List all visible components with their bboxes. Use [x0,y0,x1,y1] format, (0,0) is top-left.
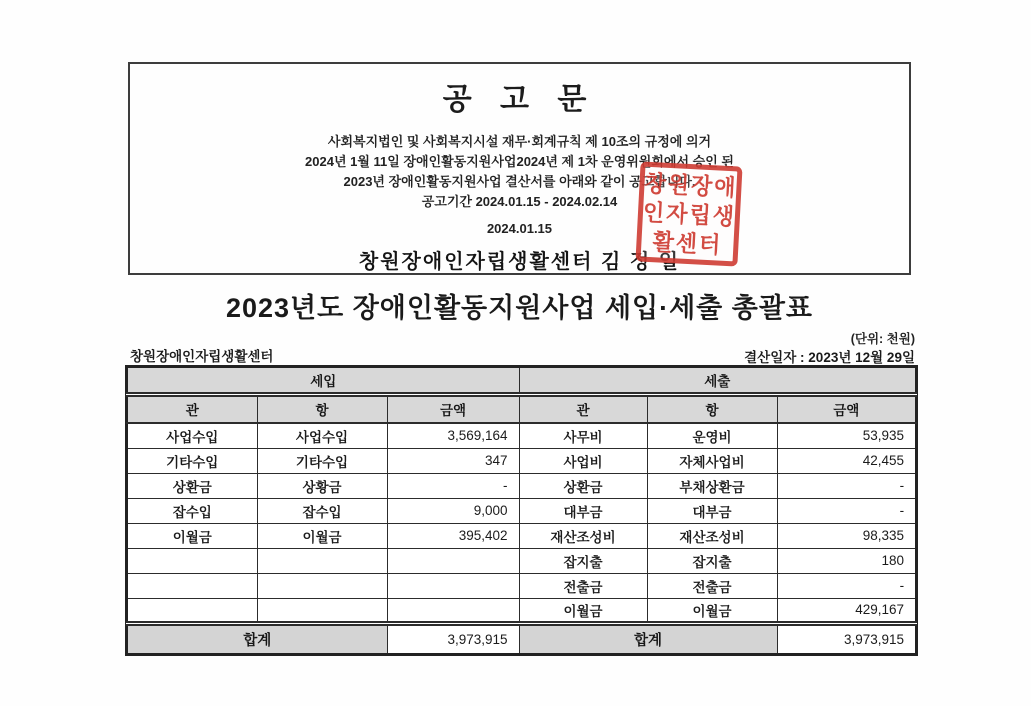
table-row [127,573,916,598]
notice-title: 공 고 문 [442,83,597,116]
table-cell: 상황금 [257,473,387,498]
total-amount-expenditure: 3,973,915 [777,623,916,654]
total-amount-revenue: 3,973,915 [387,623,519,654]
group-header-revenue: 세입 [127,367,519,394]
notice-body-line: 2024년 1월 11일 장애인활동지원사업2024년 제 1차 운영위원회에서 승인 된 [305,154,734,169]
notice-body-line: 2023년 장애인활동지원사업 결산서를 아래와 같이 공고합니다. [343,174,696,189]
table-total-row [127,623,916,654]
table-cell: 사업수입 [257,423,387,448]
settlement-summary-table [126,366,917,655]
table-cell [127,548,257,573]
table-cell: 상환금 [519,473,647,498]
col-header: 관 [519,394,647,423]
total-label-revenue: 합계 [127,623,387,654]
table-cell: 전출금 [647,573,777,598]
table-cell [387,598,519,623]
table-cell: 이월금 [127,523,257,548]
seal-text-line: 활센터 [651,228,723,258]
table-cell: 3,569,164 [387,423,519,448]
table-cell: 98,335 [777,523,916,548]
table-cell: 사업수입 [127,423,257,448]
table-row [127,523,916,548]
report-title: 2023년도 장애인활동지원사업 세입·세출 총괄표 [225,293,814,323]
table-row [127,498,916,523]
unit-note: (단위: 천원) [850,332,915,346]
table-cell: 잡지출 [519,548,647,573]
col-header: 금액 [387,394,519,423]
table-cell: 자체사업비 [647,448,777,473]
col-header: 항 [647,394,777,423]
table-cell: 대부금 [519,498,647,523]
table-cell [257,548,387,573]
table-cell: 잡수입 [257,498,387,523]
table-cell: - [387,473,519,498]
settlement-date: 결산일자 : 2023년 12월 29일 [744,350,915,365]
seal-text-line: 인자립생 [642,198,737,230]
table-cell: 이월금 [519,598,647,623]
table-cell: 전출금 [519,573,647,598]
table-cell: 이월금 [647,598,777,623]
notice-box [128,62,911,275]
table-row [127,448,916,473]
total-label-expenditure: 합계 [519,623,777,654]
table-cell [257,573,387,598]
table-cell: - [777,473,916,498]
table-cell [127,573,257,598]
notice-signature: 창원장애인자립생활센터 김 정 일 [358,251,681,273]
red-seal-stamp-icon [635,161,742,266]
table-cell: - [777,498,916,523]
table-column-header-row [127,394,916,423]
table-cell [257,598,387,623]
table-cell: 부채상환금 [647,473,777,498]
table-cell: 9,000 [387,498,519,523]
table-row [127,598,916,623]
table-row [127,473,916,498]
col-header: 금액 [777,394,916,423]
table-cell [387,548,519,573]
table-row [127,548,916,573]
table-cell: 운영비 [647,423,777,448]
notice-period-line: 공고기간 2024.01.15 - 2024.02.14 [421,194,618,209]
table-group-header-row [127,367,916,394]
table-cell: 53,935 [777,423,916,448]
table-cell: 42,455 [777,448,916,473]
table-cell [127,598,257,623]
table-cell: - [777,573,916,598]
table-cell: 대부금 [647,498,777,523]
table-cell: 429,167 [777,598,916,623]
seal-text-line: 창원장애 [643,169,739,201]
notice-body-line: 사회복지법인 및 사회복지시설 재무·회계규칙 제 10조의 규정에 의거 [327,134,712,149]
group-header-expenditure: 세출 [519,367,916,394]
table-cell: 재산조성비 [519,523,647,548]
table-cell: 기타수입 [127,448,257,473]
table-cell: 재산조성비 [647,523,777,548]
table-cell [387,573,519,598]
table-cell: 사업비 [519,448,647,473]
table-cell: 이월금 [257,523,387,548]
table-cell: 395,402 [387,523,519,548]
table-cell: 잡수입 [127,498,257,523]
col-header: 관 [127,394,257,423]
col-header: 항 [257,394,387,423]
table-cell: 잡지출 [647,548,777,573]
table-row [127,423,916,448]
table-cell: 사무비 [519,423,647,448]
org-name: 창원장애인자립생활센터 [130,349,274,364]
table-cell: 상환금 [127,473,257,498]
notice-body [130,132,909,212]
table-cell: 180 [777,548,916,573]
table-cell: 기타수입 [257,448,387,473]
notice-date: 2024.01.15 [486,221,553,236]
table-cell: 347 [387,448,519,473]
